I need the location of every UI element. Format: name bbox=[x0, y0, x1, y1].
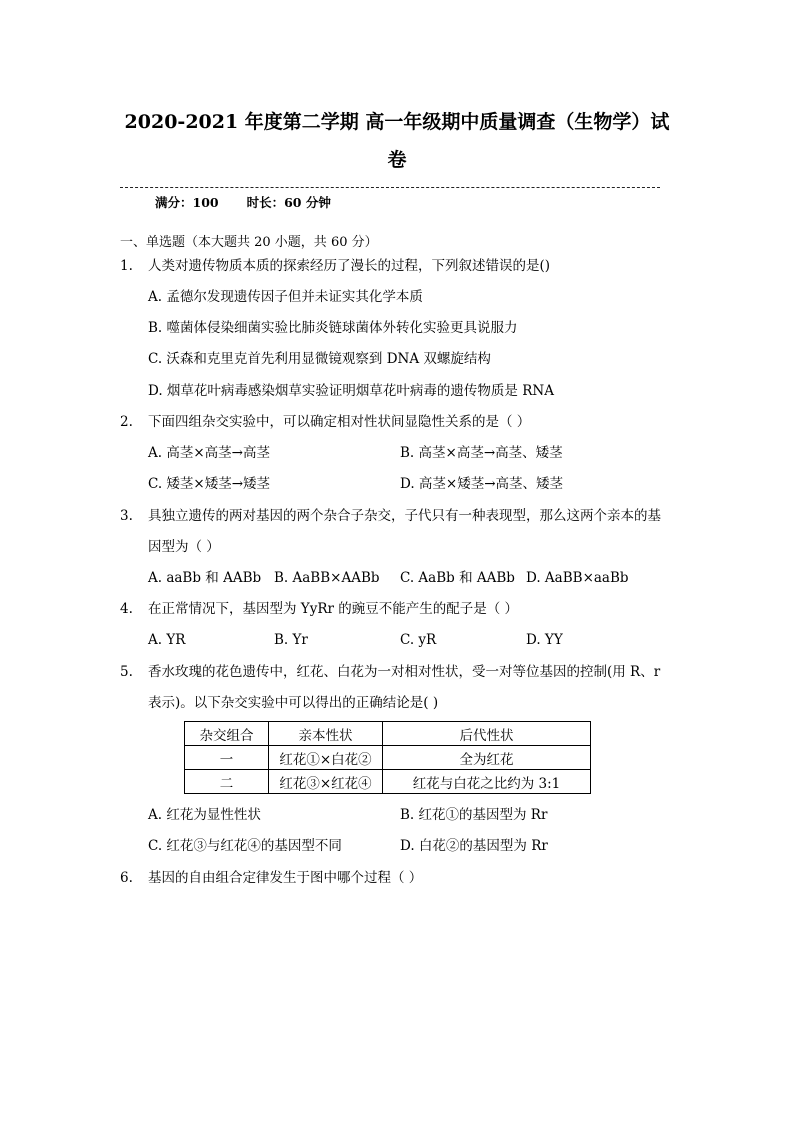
option-1d: D. 烟草花叶病毒感染烟草实验证明烟草花叶病毒的遗传物质是 RNA bbox=[148, 383, 554, 399]
option-3b: B. AaBB×AABb bbox=[274, 570, 380, 586]
table-header-cell: 杂交组合 bbox=[185, 722, 269, 746]
option-4c: C. yR bbox=[400, 632, 437, 648]
question-3-stem-continued: 因型为（ ） bbox=[148, 539, 220, 555]
question-2 bbox=[120, 412, 530, 432]
cross-experiment-table bbox=[184, 721, 591, 794]
option-5b: B. 红花①的基因型为 Rr bbox=[400, 807, 548, 823]
table-row bbox=[185, 746, 591, 770]
question-4 bbox=[120, 599, 518, 619]
option-2c: C. 矮茎×矮茎→矮茎 bbox=[148, 476, 271, 492]
exam-info bbox=[155, 193, 331, 211]
table-cell: 红花③×红花④ bbox=[269, 770, 383, 794]
time-label: 时长：60 分钟 bbox=[246, 195, 331, 210]
score-label: 满分：100 bbox=[155, 195, 219, 210]
exam-title-line-1: 2020-2021 年度第二学期 高一年级期中质量调查（生物学）试 bbox=[124, 111, 670, 133]
table-cell: 红花①×白花② bbox=[269, 746, 383, 770]
question-stem: 在正常情况下，基因型为 YyRr 的豌豆不能产生的配子是（ ） bbox=[148, 601, 519, 617]
table-cell: 二 bbox=[185, 770, 269, 794]
question-stem: 基因的自由组合定律发生于图中哪个过程（ ） bbox=[148, 870, 423, 886]
question-number: 4. bbox=[120, 601, 133, 617]
table-cell: 红花与白花之比约为 3:1 bbox=[383, 770, 591, 794]
option-1a: A. 孟德尔发现遗传因子但并未证实其化学本质 bbox=[148, 289, 423, 305]
table-cell: 全为红花 bbox=[383, 746, 591, 770]
question-number: 1. bbox=[120, 258, 133, 274]
option-4d: D. YY bbox=[526, 632, 563, 648]
option-5a: A. 红花为显性性状 bbox=[148, 807, 261, 823]
option-3c: C. AaBb 和 AABb bbox=[400, 570, 515, 586]
question-5-stem-continued: 表示)。以下杂交实验中可以得出的正确结论是( ) bbox=[148, 695, 439, 711]
table-header-row bbox=[185, 722, 591, 746]
question-5 bbox=[120, 662, 660, 682]
option-3a: A. aaBb 和 AABb bbox=[148, 570, 262, 586]
question-number: 3. bbox=[120, 508, 133, 524]
option-2a: A. 高茎×高茎→高茎 bbox=[148, 445, 270, 461]
question-3 bbox=[120, 506, 661, 526]
option-4a: A. YR bbox=[148, 632, 186, 648]
section-heading: 一、单选题（本大题共 20 小题，共 60 分） bbox=[120, 235, 378, 250]
option-1b: B. 噬菌体侵染细菌实验比肺炎链球菌体外转化实验更具说服力 bbox=[148, 320, 518, 336]
option-2d: D. 高茎×矮茎→高茎、矮茎 bbox=[400, 476, 564, 492]
exam-title-line-2: 卷 bbox=[387, 149, 407, 171]
question-1 bbox=[120, 256, 550, 276]
question-stem: 香水玫瑰的花色遗传中，红花、白花为一对相对性状，受一对等位基因的控制(用 R、r bbox=[148, 664, 661, 680]
option-2b: B. 高茎×高茎→高茎、矮茎 bbox=[400, 445, 563, 461]
question-stem: 人类对遗传物质本质的探索经历了漫长的过程，下列叙述错误的是() bbox=[148, 258, 551, 274]
question-number: 5. bbox=[120, 664, 133, 680]
table-row bbox=[185, 770, 591, 794]
option-5c: C. 红花③与红花④的基因型不同 bbox=[148, 838, 342, 854]
table-header-cell: 亲本性状 bbox=[269, 722, 383, 746]
option-4b: B. Yr bbox=[274, 632, 308, 648]
option-1c: C. 沃森和克里克首先利用显微镜观察到 DNA 双螺旋结构 bbox=[148, 351, 491, 367]
option-3d: D. AaBB×aaBb bbox=[526, 570, 629, 586]
question-stem: 具独立遗传的两对基因的两个杂合子杂交，子代只有一种表现型，那么这两个亲本的基 bbox=[148, 508, 661, 524]
table-cell: 一 bbox=[185, 746, 269, 770]
question-stem: 下面四组杂交实验中，可以确定相对性状间显隐性关系的是（ ） bbox=[148, 414, 531, 430]
question-number: 6. bbox=[120, 870, 133, 886]
table-header-cell: 后代性状 bbox=[383, 722, 591, 746]
option-5d: D. 白花②的基因型为 Rr bbox=[400, 838, 548, 854]
question-number: 2. bbox=[120, 414, 133, 430]
question-6 bbox=[120, 868, 422, 888]
header-divider bbox=[120, 187, 660, 188]
